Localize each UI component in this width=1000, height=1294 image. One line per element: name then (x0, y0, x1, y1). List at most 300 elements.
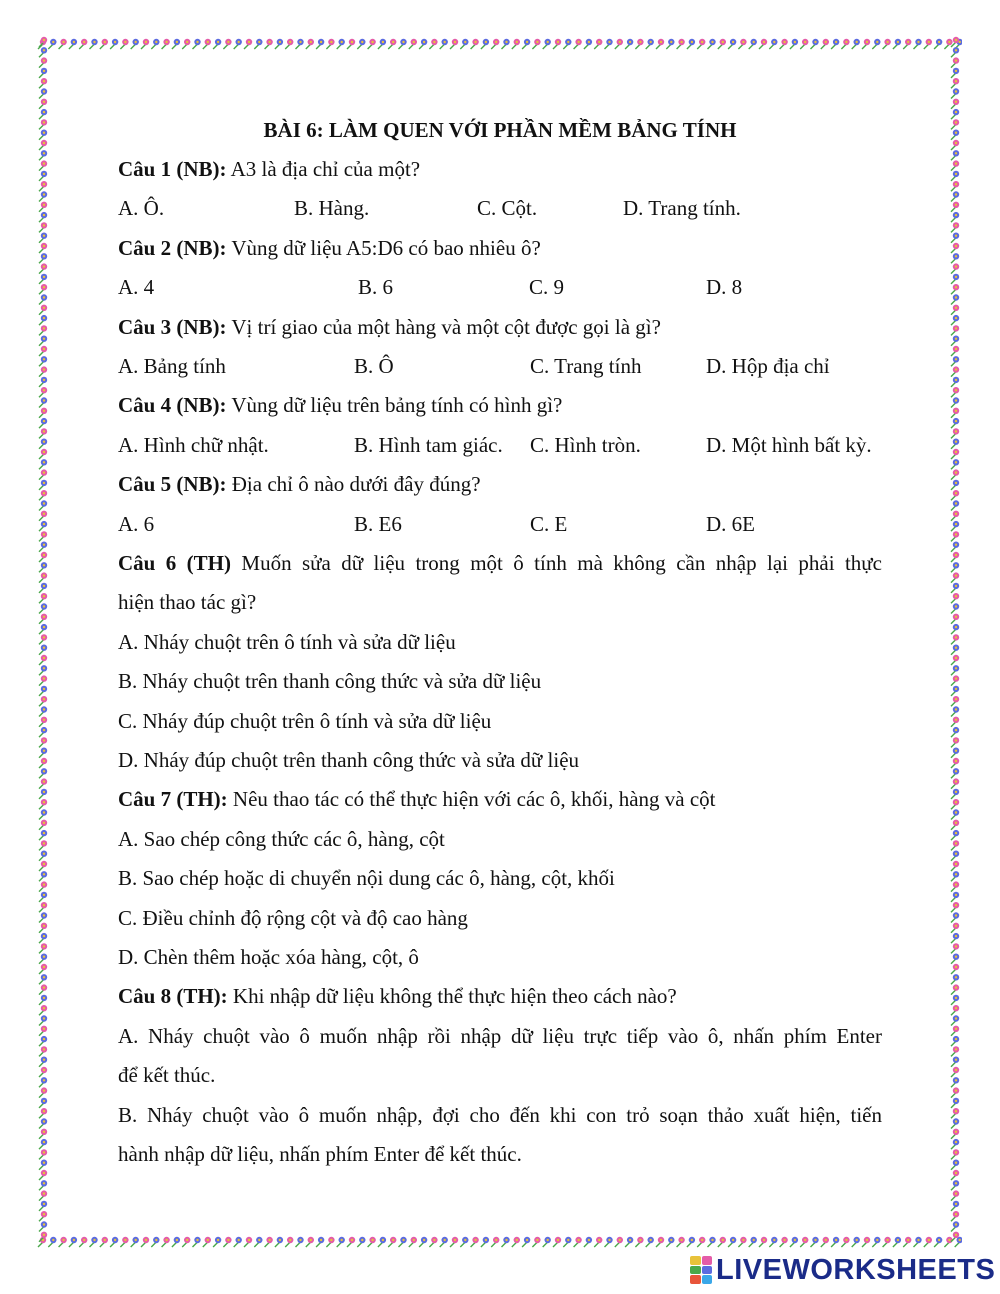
border-flower-icon (39, 706, 47, 716)
border-flower-icon (951, 284, 959, 294)
option-a-cont[interactable]: để kết thúc. (118, 1063, 216, 1088)
border-flower-icon (951, 964, 959, 974)
border-flower-icon (951, 119, 959, 129)
border-flower-icon (39, 511, 47, 521)
border-flower-icon (254, 39, 262, 49)
border-flower-icon (594, 1237, 602, 1247)
option-c[interactable]: C. Hình tròn. (530, 432, 641, 457)
border-flower-icon (326, 39, 334, 49)
question-1 (118, 150, 882, 189)
border-flower-icon (951, 99, 959, 109)
border-flower-icon (841, 39, 849, 49)
border-flower-icon (780, 1237, 788, 1247)
option-c[interactable]: C. Nháy đúp chuột trên ô tính và sửa dữ liệu (118, 708, 492, 733)
option-a[interactable]: A. 6 (118, 511, 155, 536)
border-flower-icon (951, 974, 959, 984)
border-flower-icon (120, 39, 128, 49)
border-flower-icon (39, 356, 47, 366)
border-flower-icon (39, 881, 47, 891)
border-flower-icon (635, 1237, 643, 1247)
option-b-cont[interactable]: hành nhập dữ liệu, nhấn phím Enter để kết thúc. (118, 1142, 522, 1167)
border-flower-icon (951, 603, 959, 613)
option-c[interactable]: C. Cột. (477, 196, 538, 221)
option-b[interactable]: B. Hình tam giác. (354, 432, 503, 457)
question-label: Câu 8 (TH): (118, 984, 228, 1009)
border-flower-icon (553, 39, 561, 49)
border-flower-icon (625, 1237, 633, 1247)
border-flower-icon (800, 39, 808, 49)
border-flower-icon (265, 39, 273, 49)
border-flower-icon (39, 88, 47, 98)
border-flower-icon (687, 1237, 695, 1247)
border-flower-icon (100, 39, 108, 49)
border-flower-icon (769, 1237, 777, 1247)
border-flower-icon (79, 1237, 87, 1247)
border-flower-icon (951, 459, 959, 469)
border-flower-icon (914, 39, 922, 49)
border-flower-icon (39, 284, 47, 294)
border-flower-icon (39, 1180, 47, 1190)
border-flower-icon (951, 171, 959, 181)
border-flower-icon (39, 655, 47, 665)
decorative-border-left (36, 36, 50, 1248)
liveworksheets-logo[interactable] (690, 1254, 995, 1286)
border-flower-icon (666, 1237, 674, 1247)
border-flower-icon (39, 603, 47, 613)
border-flower-icon (193, 1237, 201, 1247)
border-flower-icon (951, 820, 959, 830)
border-flower-icon (39, 1098, 47, 1108)
border-flower-icon (951, 212, 959, 222)
border-flower-icon (39, 109, 47, 119)
option-c[interactable]: C. Điều chỉnh độ rộng cột và độ cao hàng (118, 905, 468, 930)
border-flower-icon (951, 840, 959, 850)
border-flower-icon (39, 686, 47, 696)
question-2-options (118, 268, 882, 307)
border-flower-icon (172, 39, 180, 49)
border-flower-icon (59, 1237, 67, 1247)
border-flower-icon (759, 39, 767, 49)
border-flower-icon (39, 1077, 47, 1087)
border-flower-icon (39, 624, 47, 634)
border-flower-icon (687, 39, 695, 49)
border-flower-icon (951, 1201, 959, 1211)
border-flower-icon (951, 933, 959, 943)
option-b[interactable]: B. Ô (354, 354, 394, 378)
border-flower-icon (903, 1237, 911, 1247)
border-flower-icon (141, 39, 149, 49)
border-flower-icon (951, 1077, 959, 1087)
border-flower-icon (39, 377, 47, 387)
option-d[interactable]: D. Một hình bất kỳ. (706, 432, 872, 457)
option-b[interactable]: B. E6 (354, 511, 402, 536)
border-flower-icon (951, 490, 959, 500)
border-flower-icon (951, 480, 959, 490)
border-flower-icon (951, 315, 959, 325)
question-3-options (118, 347, 882, 386)
border-flower-icon (951, 593, 959, 603)
border-flower-icon (110, 39, 118, 49)
border-flower-icon (39, 1170, 47, 1180)
question-2 (118, 229, 882, 268)
border-flower-icon (841, 1237, 849, 1247)
border-flower-icon (471, 1237, 479, 1247)
border-flower-icon (39, 614, 47, 624)
option-a[interactable]: A. Bảng tính (118, 354, 226, 378)
border-flower-icon (39, 439, 47, 449)
border-flower-icon (951, 449, 959, 459)
option-b[interactable]: B. Nháy chuột trên thanh công thức và sửa dữ liệu (118, 669, 542, 694)
border-flower-icon (951, 789, 959, 799)
border-flower-icon (419, 1237, 427, 1247)
border-flower-icon (646, 39, 654, 49)
border-flower-icon (951, 78, 959, 88)
border-flower-icon (39, 500, 47, 510)
border-flower-icon (951, 1190, 959, 1200)
border-flower-icon (39, 984, 47, 994)
border-flower-icon (39, 778, 47, 788)
border-flower-icon (553, 1237, 561, 1247)
option-a[interactable]: A. Hình chữ nhật. (118, 432, 269, 457)
option-d[interactable]: D. 8 (706, 275, 743, 300)
border-flower-icon (39, 789, 47, 799)
question-text: Nêu thao tác có thể thực hiện với các ô, khối, hàng và cột (227, 787, 716, 812)
border-flower-icon (951, 1108, 959, 1118)
border-flower-icon (326, 1237, 334, 1247)
border-flower-icon (39, 974, 47, 984)
border-flower-icon (244, 39, 252, 49)
border-flower-icon (951, 1005, 959, 1015)
border-flower-icon (951, 109, 959, 119)
question-text: Địa chỉ ô nào dưới đây đúng? (226, 472, 481, 497)
border-flower-icon (69, 1237, 77, 1247)
border-flower-icon (728, 1237, 736, 1247)
border-flower-icon (193, 39, 201, 49)
border-flower-icon (378, 1237, 386, 1247)
border-flower-icon (39, 130, 47, 140)
border-flower-icon (39, 871, 47, 881)
border-flower-icon (656, 1237, 664, 1247)
border-flower-icon (951, 1046, 959, 1056)
border-flower-icon (39, 1190, 47, 1200)
border-flower-icon (605, 1237, 613, 1247)
border-flower-icon (697, 39, 705, 49)
option-c[interactable]: C. Trang tính (530, 354, 642, 378)
option-b[interactable]: B. Nháy chuột vào ô muốn nhập, đợi cho đến khi con trỏ soạn thảo xuất hiện, tiến (118, 1102, 882, 1127)
border-flower-icon (39, 634, 47, 644)
border-flower-icon (378, 39, 386, 49)
border-flower-icon (656, 39, 664, 49)
border-flower-icon (39, 737, 47, 747)
border-flower-icon (39, 202, 47, 212)
border-flower-icon (951, 191, 959, 201)
border-flower-icon (39, 1005, 47, 1015)
option-b[interactable]: B. 6 (358, 275, 394, 300)
border-flower-icon (39, 1015, 47, 1025)
border-flower-icon (951, 655, 959, 665)
border-flower-icon (244, 1237, 252, 1247)
border-flower-icon (951, 253, 959, 263)
border-flower-icon (625, 39, 633, 49)
border-flower-icon (852, 39, 860, 49)
border-flower-icon (39, 521, 47, 531)
border-flower-icon (39, 593, 47, 603)
option-d[interactable]: D. 6E (706, 511, 755, 536)
option-c[interactable]: C. E (530, 511, 568, 536)
question-5 (118, 465, 882, 504)
border-flower-icon (951, 758, 959, 768)
border-flower-icon (39, 119, 47, 129)
border-flower-icon (39, 809, 47, 819)
border-flower-icon (39, 696, 47, 706)
border-flower-icon (296, 1237, 304, 1247)
border-flower-icon (821, 1237, 829, 1247)
border-flower-icon (951, 408, 959, 418)
border-flower-icon (821, 39, 829, 49)
border-flower-icon (951, 624, 959, 634)
border-flower-icon (951, 1232, 959, 1242)
border-flower-icon (39, 923, 47, 933)
border-flower-icon (951, 1149, 959, 1159)
border-flower-icon (39, 1057, 47, 1067)
border-flower-icon (39, 964, 47, 974)
border-flower-icon (39, 315, 47, 325)
border-flower-icon (39, 191, 47, 201)
border-flower-icon (790, 1237, 798, 1247)
border-flower-icon (522, 39, 530, 49)
border-flower-icon (934, 1237, 942, 1247)
border-flower-icon (39, 748, 47, 758)
border-flower-icon (951, 1180, 959, 1190)
border-flower-icon (388, 1237, 396, 1247)
border-flower-icon (481, 39, 489, 49)
border-flower-icon (951, 686, 959, 696)
border-flower-icon (223, 1237, 231, 1247)
border-flower-icon (182, 39, 190, 49)
border-flower-icon (951, 1170, 959, 1180)
border-flower-icon (951, 717, 959, 727)
border-flower-icon (951, 634, 959, 644)
logo-text: LIVEWORKSHEETS (716, 1253, 996, 1286)
question-text: Vùng dữ liệu A5:D6 có bao nhiêu ô? (226, 235, 541, 260)
border-flower-icon (368, 1237, 376, 1247)
border-flower-icon (951, 912, 959, 922)
border-flower-icon (481, 1237, 489, 1247)
border-flower-icon (39, 758, 47, 768)
border-flower-icon (951, 222, 959, 232)
question-text: Khi nhập dữ liệu không thể thực hiện theo cách nào? (227, 984, 677, 1009)
border-flower-icon (951, 984, 959, 994)
option-b[interactable]: B. Sao chép hoặc di chuyển nội dung các ô, hàng, cột, khối (118, 866, 615, 891)
border-flower-icon (429, 39, 437, 49)
border-flower-icon (39, 336, 47, 346)
border-flower-icon (951, 1067, 959, 1077)
border-flower-icon (951, 727, 959, 737)
border-flower-icon (347, 39, 355, 49)
border-flower-icon (951, 233, 959, 243)
border-flower-icon (951, 995, 959, 1005)
option-d[interactable]: D. Nháy đúp chuột trên thanh công thức và sửa dữ liệu (118, 748, 580, 773)
border-flower-icon (512, 1237, 520, 1247)
border-flower-icon (951, 346, 959, 356)
border-flower-icon (39, 243, 47, 253)
border-flower-icon (951, 387, 959, 397)
option-a[interactable]: A. Nháy chuột trên ô tính và sửa dữ liệu (118, 629, 456, 654)
border-flower-icon (951, 202, 959, 212)
border-flower-icon (718, 1237, 726, 1247)
border-flower-icon (223, 39, 231, 49)
question-text: A3 là địa chỉ của một? (226, 157, 421, 181)
border-flower-icon (450, 39, 458, 49)
border-flower-icon (951, 47, 959, 57)
border-flower-icon (275, 39, 283, 49)
border-flower-icon (39, 181, 47, 191)
decorative-border-right (948, 36, 962, 1248)
border-flower-icon (306, 1237, 314, 1247)
border-flower-icon (951, 397, 959, 407)
border-flower-icon (951, 1118, 959, 1128)
border-flower-icon (39, 171, 47, 181)
question-text-line1: Muốn sửa dữ liệu trong một ô tính mà không cần nhập lại phải thực (231, 550, 882, 575)
border-flower-icon (951, 778, 959, 788)
border-flower-icon (951, 1129, 959, 1139)
border-flower-icon (39, 562, 47, 572)
border-flower-icon (951, 181, 959, 191)
border-flower-icon (39, 912, 47, 922)
border-flower-icon (399, 1237, 407, 1247)
border-flower-icon (203, 39, 211, 49)
border-flower-icon (39, 37, 47, 47)
question-5-options (118, 505, 882, 544)
border-flower-icon (543, 39, 551, 49)
border-flower-icon (39, 490, 47, 500)
border-flower-icon (951, 665, 959, 675)
border-flower-icon (368, 39, 376, 49)
border-flower-icon (39, 68, 47, 78)
border-flower-icon (39, 140, 47, 150)
border-flower-icon (831, 39, 839, 49)
border-flower-icon (39, 387, 47, 397)
border-flower-icon (151, 1237, 159, 1247)
border-flower-icon (862, 1237, 870, 1247)
border-flower-icon (471, 39, 479, 49)
border-flower-icon (563, 39, 571, 49)
option-a[interactable]: A. Ô. (118, 196, 165, 221)
border-flower-icon (419, 39, 427, 49)
border-flower-icon (584, 39, 592, 49)
border-flower-icon (646, 1237, 654, 1247)
option-d[interactable]: D. Hộp địa chỉ (706, 354, 830, 378)
border-flower-icon (39, 1149, 47, 1159)
border-flower-icon (883, 1237, 891, 1247)
border-flower-icon (951, 737, 959, 747)
border-flower-icon (182, 1237, 190, 1247)
border-flower-icon (677, 39, 685, 49)
border-flower-icon (532, 39, 540, 49)
border-flower-icon (203, 1237, 211, 1247)
border-flower-icon (39, 840, 47, 850)
option-d[interactable]: D. Chèn thêm hoặc xóa hàng, cột, ô (118, 945, 419, 970)
option-a[interactable]: A. Sao chép công thức các ô, hàng, cột (118, 826, 445, 851)
border-flower-icon (39, 1046, 47, 1056)
border-flower-icon (951, 1015, 959, 1025)
option-a[interactable]: A. Nháy chuột vào ô muốn nhập rồi nhập dữ liệu trực tiếp vào ô, nhấn phím Enter (118, 1023, 882, 1048)
option-c[interactable]: C. 9 (529, 275, 565, 300)
question-label: Câu 4 (NB): (118, 393, 227, 418)
border-flower-icon (39, 222, 47, 232)
question-text: Vị trí giao của một hàng và một cột được gọi là gì? (226, 314, 661, 339)
border-flower-icon (951, 1221, 959, 1231)
border-flower-icon (162, 39, 170, 49)
border-flower-icon (951, 294, 959, 304)
border-flower-icon (39, 1211, 47, 1221)
border-flower-icon (39, 325, 47, 335)
question-label: Câu 3 (NB): (118, 314, 227, 339)
border-flower-icon (39, 233, 47, 243)
border-flower-icon (951, 68, 959, 78)
border-flower-icon (316, 1237, 324, 1247)
border-flower-icon (357, 39, 365, 49)
border-flower-icon (120, 1237, 128, 1247)
border-flower-icon (429, 1237, 437, 1247)
border-flower-icon (677, 1237, 685, 1247)
border-flower-icon (296, 39, 304, 49)
border-flower-icon (903, 39, 911, 49)
border-flower-icon (951, 439, 959, 449)
border-flower-icon (951, 645, 959, 655)
border-flower-icon (951, 531, 959, 541)
border-flower-icon (951, 696, 959, 706)
border-flower-icon (39, 150, 47, 160)
border-flower-icon (39, 99, 47, 109)
question-label: Câu 2 (NB): (118, 235, 227, 260)
border-flower-icon (728, 39, 736, 49)
border-flower-icon (893, 39, 901, 49)
border-flower-icon (357, 1237, 365, 1247)
border-flower-icon (718, 39, 726, 49)
border-flower-icon (460, 1237, 468, 1247)
border-flower-icon (39, 428, 47, 438)
border-flower-icon (337, 39, 345, 49)
question-label: Câu 5 (NB): (118, 472, 227, 497)
border-flower-icon (951, 243, 959, 253)
border-flower-icon (39, 459, 47, 469)
border-flower-icon (951, 274, 959, 284)
option-b[interactable]: B. Hàng. (294, 196, 370, 221)
question-3 (118, 308, 882, 347)
border-flower-icon (337, 1237, 345, 1247)
border-flower-icon (951, 1036, 959, 1046)
border-flower-icon (39, 1201, 47, 1211)
border-flower-icon (39, 645, 47, 655)
border-flower-icon (893, 1237, 901, 1247)
question-text: Vùng dữ liệu trên bảng tính có hình gì? (226, 393, 563, 418)
option-d[interactable]: D. Trang tính. (623, 196, 741, 221)
border-flower-icon (635, 39, 643, 49)
decorative-border-bottom (36, 1234, 962, 1248)
option-a[interactable]: A. 4 (118, 275, 155, 300)
border-flower-icon (409, 1237, 417, 1247)
border-flower-icon (951, 706, 959, 716)
border-flower-icon (39, 861, 47, 871)
border-flower-icon (213, 1237, 221, 1247)
border-flower-icon (951, 1098, 959, 1108)
border-flower-icon (39, 943, 47, 953)
border-flower-icon (39, 253, 47, 263)
question-label: Câu 6 (TH) (118, 550, 231, 575)
border-flower-icon (951, 954, 959, 964)
border-flower-icon (862, 39, 870, 49)
